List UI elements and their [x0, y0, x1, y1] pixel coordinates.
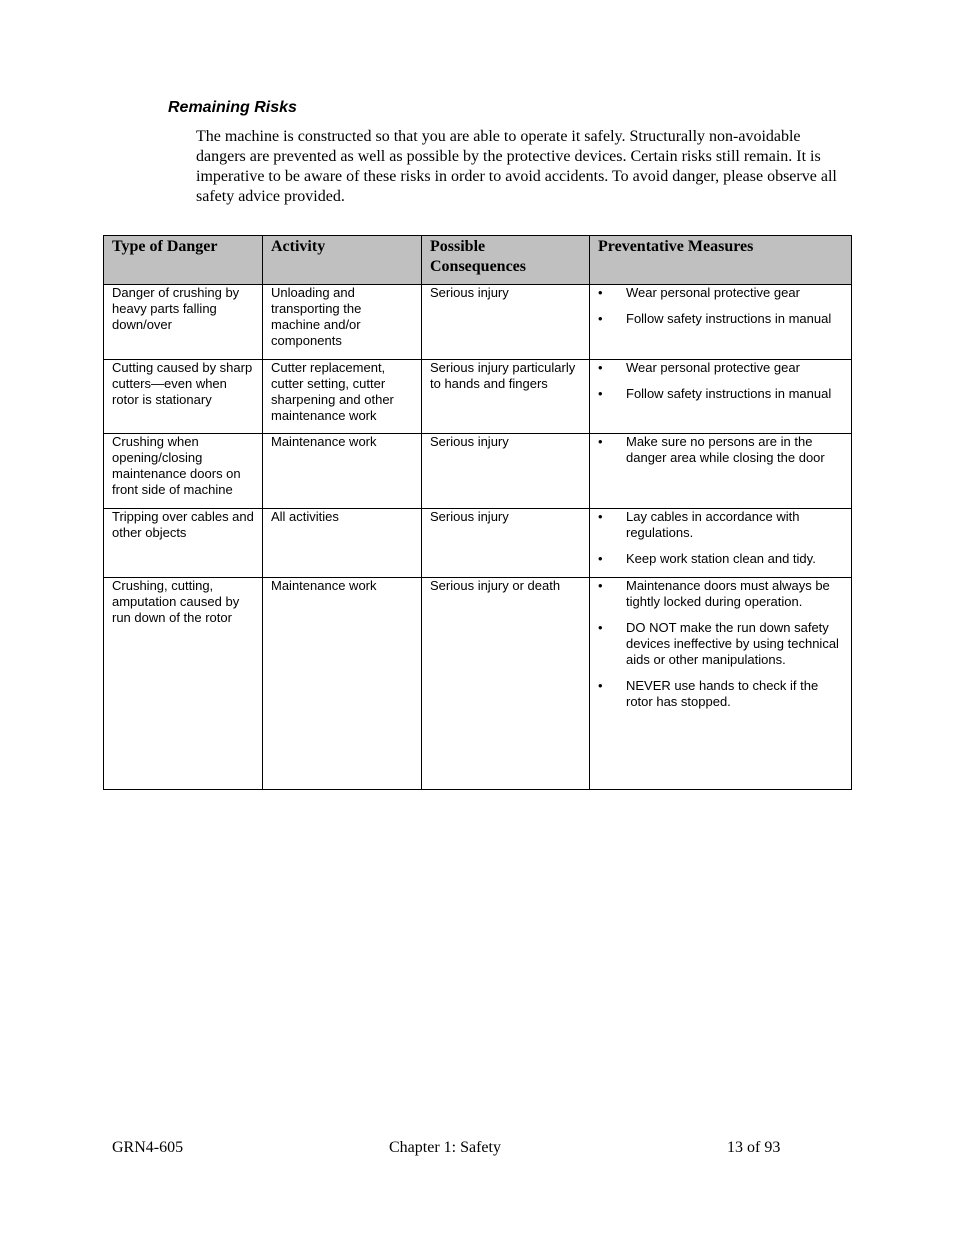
measures-list — [598, 434, 844, 466]
danger-cell: Danger of crushing by heavy parts falling down/over — [104, 285, 263, 360]
footer-page-number: 13 of 93 — [727, 1139, 781, 1156]
activity-cell: All activities — [263, 509, 422, 578]
measure-text: NEVER use hands to check if the rotor has stopped. — [626, 678, 819, 709]
bullet-icon: • — [598, 386, 603, 401]
consequence-cell: Serious injury — [422, 434, 590, 509]
measures-cell — [590, 360, 852, 434]
activity-cell: Cutter replacement, cutter setting, cutter sharpening and other maintenance work — [263, 360, 422, 434]
bullet-icon: • — [598, 678, 603, 693]
measure-text: Wear personal protective gear — [626, 360, 800, 375]
risk-table — [103, 235, 852, 790]
table-row — [104, 509, 852, 578]
measure-text: Maintenance doors must always be tightly locked during operation. — [626, 578, 830, 609]
measure-text: DO NOT make the run down safety devices ineffective by using technical aids or other manipulations. — [626, 620, 839, 667]
bullet-icon: • — [598, 620, 603, 635]
bullet-icon: • — [598, 360, 603, 375]
list-item — [598, 620, 844, 668]
list-item — [598, 386, 844, 402]
consequence-cell: Serious injury or death — [422, 578, 590, 790]
list-item — [598, 551, 844, 567]
bullet-icon: • — [598, 311, 603, 326]
danger-cell: Cutting caused by sharp cutters—even when rotor is stationary — [104, 360, 263, 434]
table-row — [104, 434, 852, 509]
danger-cell: Crushing when opening/closing maintenance doors on front side of machine — [104, 434, 263, 509]
measure-text: Make sure no persons are in the danger area while closing the door — [626, 434, 825, 465]
header-type-of-danger: Type of Danger — [104, 236, 263, 285]
consequence-cell: Serious injury — [422, 285, 590, 360]
bullet-icon: • — [598, 578, 603, 593]
table-header-row — [104, 236, 852, 285]
list-item — [598, 285, 844, 301]
bullet-icon: • — [598, 509, 603, 524]
intro-paragraph: The machine is constructed so that you are able to operate it safely. Structurally non-avoidable dangers are prevented as well as possible by the protective devices. Certain risks still remain. It is imperative to be aware of these risks in order to avoid accidents. To avoid danger, please observe all safety advice provided. — [196, 128, 837, 205]
measure-text: Follow safety instructions in manual — [626, 311, 832, 326]
bullet-icon: • — [598, 434, 603, 449]
consequence-cell: Serious injury particularly to hands and fingers — [422, 360, 590, 434]
header-activity: Activity — [263, 236, 422, 285]
measures-cell — [590, 578, 852, 790]
bullet-icon: • — [598, 285, 603, 300]
list-item — [598, 678, 844, 710]
measures-cell — [590, 434, 852, 509]
header-possible-consequences: Possible Consequences — [422, 236, 590, 285]
footer-doc-id: GRN4-605 — [112, 1139, 184, 1156]
danger-cell: Tripping over cables and other objects — [104, 509, 263, 578]
measures-list — [598, 360, 844, 402]
measures-cell — [590, 509, 852, 578]
measures-list — [598, 285, 844, 327]
list-item — [598, 509, 844, 541]
measure-text: Follow safety instructions in manual — [626, 386, 832, 401]
list-item — [598, 578, 844, 610]
bullet-icon: • — [598, 551, 603, 566]
measure-text: Lay cables in accordance with regulations. — [626, 509, 800, 540]
list-item — [598, 434, 844, 466]
footer-chapter: Chapter 1: Safety — [389, 1139, 501, 1156]
section-heading: Remaining Risks — [168, 99, 297, 116]
header-preventative-measures: Preventative Measures — [590, 236, 852, 285]
list-item — [598, 360, 844, 376]
measure-text: Keep work station clean and tidy. — [626, 551, 816, 566]
activity-cell: Unloading and transporting the machine and/or components — [263, 285, 422, 360]
measures-list — [598, 509, 844, 567]
consequence-cell: Serious injury — [422, 509, 590, 578]
table-row — [104, 285, 852, 360]
activity-cell: Maintenance work — [263, 434, 422, 509]
activity-cell: Maintenance work — [263, 578, 422, 790]
list-item — [598, 311, 844, 327]
measure-text: Wear personal protective gear — [626, 285, 800, 300]
measures-cell — [590, 285, 852, 360]
table-row — [104, 578, 852, 790]
danger-cell: Crushing, cutting, amputation caused by run down of the rotor — [104, 578, 263, 790]
measures-list — [598, 578, 844, 710]
table-row — [104, 360, 852, 434]
